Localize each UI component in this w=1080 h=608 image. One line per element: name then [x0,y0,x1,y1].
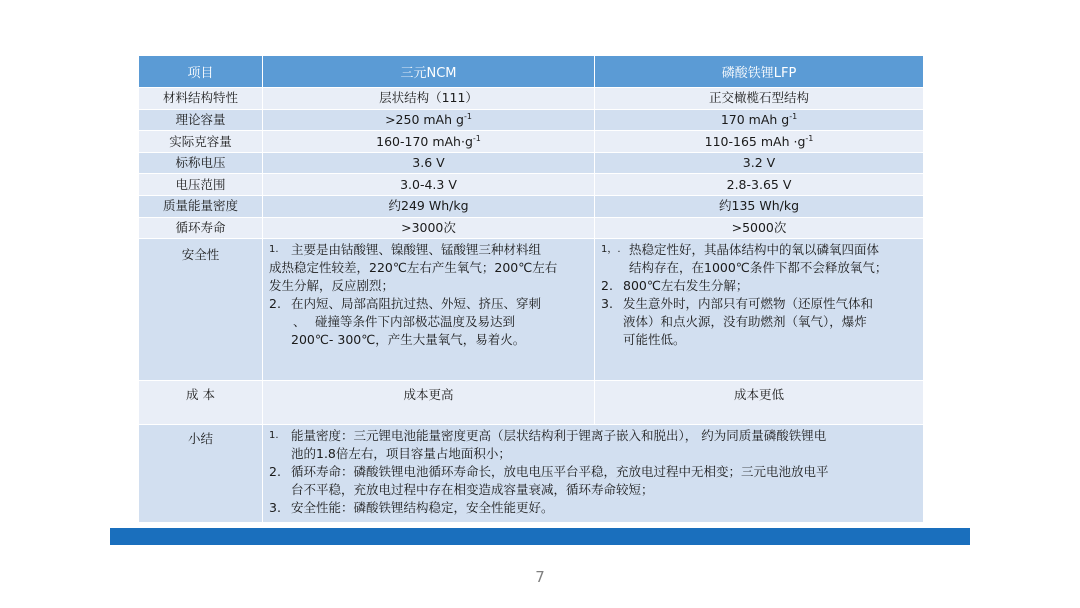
ncm-safety [263,239,595,381]
list-item [269,463,917,481]
superscript: -1 [472,133,481,143]
superscript: -1 [805,133,814,143]
row-label: 成 本 [139,381,263,425]
lfp-value: 正交橄榄石型结构 [595,88,924,110]
lfp-cost: 成本更低 [595,381,924,425]
header-item: 项目 [139,56,263,88]
lfp-value: 约135 Wh/kg [595,195,924,217]
list-number: 2. [269,464,281,480]
row-label: 安全性 [139,239,263,381]
table-row [139,174,924,196]
lfp-value-text: 110-165 mAh ·g [704,133,806,149]
table-row [139,109,924,131]
list-text: 能量密度：三元锂电池能量密度更高（层状结构利于锂离子嵌入和脱出）， 约为同质量磷酸铁锂电 [291,428,827,444]
list-text: 在内短、局部高阻抗过热、外短、挤压、穿刺 [291,296,542,312]
list-text: 液体）和点火源，没有助燃剂（氧气），爆炸 [623,314,867,330]
list-item [269,313,588,331]
row-label: 小结 [139,425,263,523]
list-item [601,295,917,313]
lfp-value: 3.2 V [595,152,924,174]
list-item [269,445,917,463]
list-text: 结构存在，在1000℃条件下都不会释放氧气； [629,260,888,276]
table-row [139,217,924,239]
ncm-safety-list [263,239,594,349]
row-label: 实际克容量 [139,131,263,153]
summary-row [139,425,924,523]
table-row [139,152,924,174]
lfp-value: >5000次 [595,217,924,239]
list-item [269,241,588,259]
list-text: 台不平稳，充放电过程中存在相变造成容量衰减，循环寿命较短； [291,482,654,498]
header-lfp: 磷酸铁锂LFP [595,56,924,88]
list-text: 发生分解，反应剧烈； [269,278,395,294]
lfp-safety [595,239,924,381]
list-number: 2. [269,296,281,312]
cost-row [139,381,924,425]
list-item [269,331,588,349]
lfp-value [595,131,924,153]
ncm-value [263,109,595,131]
list-item [269,481,917,499]
ncm-value-text: >250 mAh g [385,112,464,128]
list-item [601,331,917,349]
list-text: 循环寿命：磷酸铁锂电池循环寿命长，放电电压平台平稳，充放电过程中无相变；三元电池放电平 [291,464,829,480]
ncm-value: 约249 Wh/kg [263,195,595,217]
list-text: 可能性低。 [623,332,686,348]
list-text: 800℃左右发生分解； [623,278,749,294]
header-ncm: 三元NCM [263,56,595,88]
comparison-table [138,55,924,523]
row-label: 循环寿命 [139,217,263,239]
list-number: 1. [269,244,279,256]
row-label: 标称电压 [139,152,263,174]
ncm-value: >3000次 [263,217,595,239]
lfp-value-text: 170 mAh g [720,112,790,128]
list-item [601,259,917,277]
page-number: 7 [535,568,545,586]
list-item [269,277,588,295]
ncm-value: 层状结构（111） [263,88,595,110]
list-number: 3. [269,500,281,516]
row-label: 质量能量密度 [139,195,263,217]
list-text: 安全性能：磷酸铁锂结构稳定，安全性能更好。 [291,500,554,516]
list-text: 200℃- 300℃，产生大量氧气，易着火。 [291,332,526,348]
list-number: 2. [601,278,613,294]
table-row [139,88,924,110]
bottom-accent-bar [110,528,970,545]
ncm-value [263,131,595,153]
table-row [139,195,924,217]
list-item [269,295,588,313]
list-number: 、 [293,314,306,330]
list-text: 主要是由钴酸锂、镍酸锂、锰酸锂三种材料组 [291,242,542,258]
ncm-cost: 成本更高 [263,381,595,425]
lfp-safety-list [595,239,923,349]
row-label: 材料结构特性 [139,88,263,110]
list-item [601,277,917,295]
list-number: 1. [269,430,279,442]
list-text: 池的1.8倍左右，项目容量占地面积小； [291,446,511,462]
list-text: 碰撞等条件下内部极芯温度及易达到 [315,314,516,330]
list-number: 3. [601,296,613,312]
list-item [269,427,917,445]
superscript: -1 [789,111,798,121]
superscript: -1 [463,111,472,121]
list-text: 热稳定性好，其晶体结构中的氧以磷氧四面体 [629,242,880,258]
list-item [601,313,917,331]
header-row [139,56,924,88]
lfp-value: 2.8-3.65 V [595,174,924,196]
list-item [269,259,588,277]
ncm-value: 3.6 V [263,152,595,174]
list-text: 发生意外时，内部只有可燃物（还原性气体和 [623,296,874,312]
table-row [139,131,924,153]
list-item [601,241,917,259]
safety-row [139,239,924,381]
summary-content [263,425,924,523]
ncm-value: 3.0-4.3 V [263,174,595,196]
ncm-value-text: 160-170 mAh·g [376,133,473,149]
list-item [269,499,917,517]
summary-list [263,425,923,517]
lfp-value [595,109,924,131]
row-label: 电压范围 [139,174,263,196]
list-text: 成热稳定性较差，220℃左右产生氧气；200℃左右 [269,260,558,276]
row-label: 理论容量 [139,109,263,131]
list-number: 1，. [601,244,621,256]
